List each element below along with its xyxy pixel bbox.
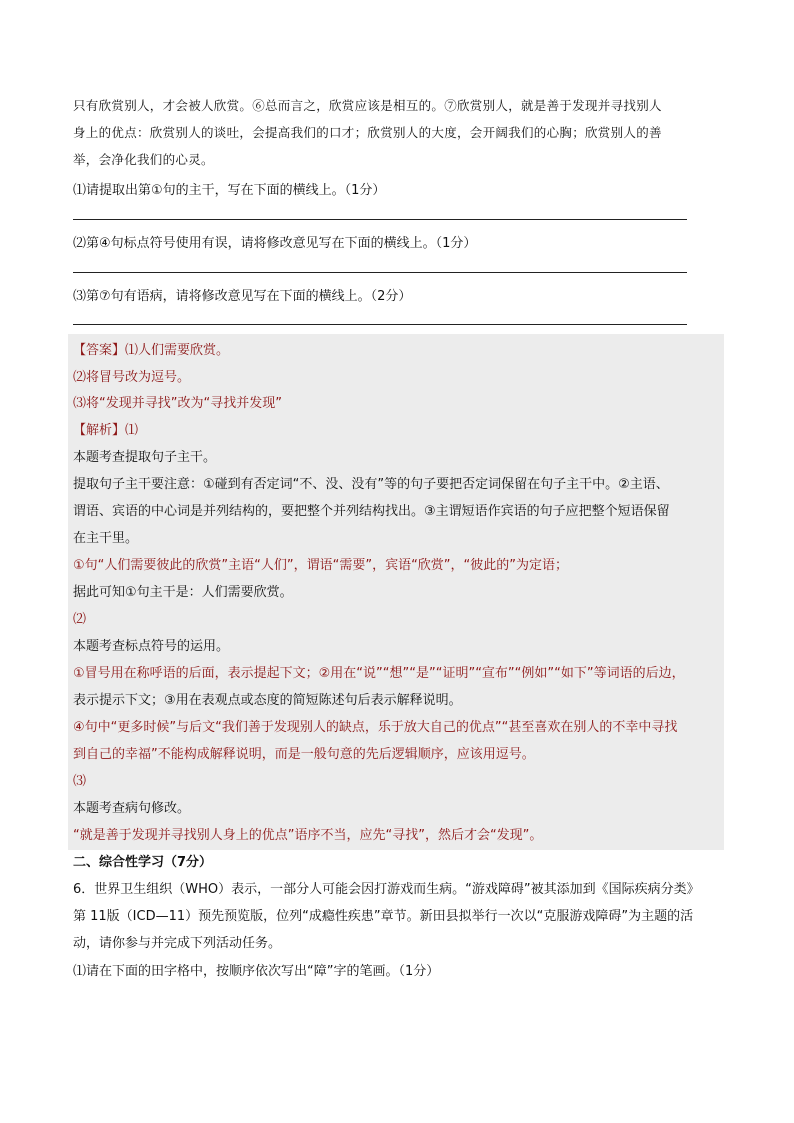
question-3: ⑶第⑦句有语病，请将修改意见写在下面的横线上。（2分） [73,289,412,304]
explanation-line: 本题考查病句修改。 [73,801,191,816]
explanation-line: ④句中“更多时候”与后文“我们善于发现别人的缺点，乐于放大自己的优点”“甚至喜欢在别人的不幸中寻找 [73,720,678,735]
question-1: ⑴请提取出第①句的主干，写在下面的横线上。（1分） [73,183,386,198]
answer-tag: 【答案】 [73,343,126,358]
explanation-number: ⑴ [125,423,139,438]
explanation-heading [73,419,138,438]
explanation-line: 谓语、宾语的中心词是并列结构的，要把整个并列结构找出。③主谓短语作宾语的句子应把整个短语保留 [73,504,670,519]
passage-line: 身上的优点：欣赏别人的谈吐，会提高我们的口才；欣赏别人的大度，会开阔我们的心胸；欣赏别人的善 [73,125,662,140]
question-6-text: 第 11版（ICD—11）预先预览版，位列“成瘾性疾患”章节。新田县拟举行一次以“克服游戏障碍”为主题的活 [73,909,694,924]
passage-line: 只有欣赏别人，才会被人欣赏。⑥总而言之，欣赏应该是相互的。⑦欣赏别人，就是善于发现并寻找别人 [73,98,662,113]
section-title: 二、综合性学习（7分） [73,855,213,870]
explanation-line: ⑵ [73,612,87,627]
question-2: ⑵第④句标点符号使用有误，请将修改意见写在下面的横线上。（1分） [73,236,477,251]
explanation-line: 本题考查提取句子主干。 [73,450,217,465]
reading-passage [73,92,723,173]
answer-text: ⑴人们需要欣赏。 [125,343,230,358]
question-6-text: 动，请你参与并完成下列活动任务。 [73,936,282,951]
question-6-sub-1: ⑴请在下面的田字格中，按顺序依次写出“障”字的笔画。（1分） [73,964,440,979]
explanation-line: 据此可知①句主干是：人们需要欣赏。 [73,585,293,600]
explanation-line: 提取句子主干要注意：①碰到有否定词“不、没、没有”等的句子要把否定词保留在句子主干中。②主语、 [73,477,669,492]
explanation-line: 表示提示下文；③用在表观点或态度的简短陈述句后表示解释说明。 [73,693,462,708]
answer-blank-line-1[interactable] [73,219,687,220]
answer-3: ⑶将“发现并寻找”改为“寻找并发现” [73,396,282,411]
explanation-line: ①句“人们需要彼此的欣赏”主语“人们”，谓语“需要”，宾语“欣赏”，“彼此的”为定语； [73,558,569,573]
passage-line: 举，会净化我们的心灵。 [73,152,214,167]
explanation-tag: 【解析】 [73,423,126,438]
explanation-line: ⑶ [73,774,87,789]
explanation-line: ①冒号用在称呼语的后面，表示提起下文；②用在“说”“想”“是”“证明”“宣布”“例如”“如下”等词语的后边， [73,666,685,681]
question-6-text: 6．世界卫生组织（WHO）表示，一部分人可能会因打游戏而生病。“游戏障碍”被其添加到《国际疾病分类》 [73,882,700,897]
explanation-line: “就是善于发现并寻找别人身上的优点”语序不当，应先“寻找”，然后才会“发现”。 [73,828,543,843]
explanation-line: 本题考查标点符号的运用。 [73,639,230,654]
explanation-line: 在主干里。 [73,531,139,546]
answer-1 [73,339,229,358]
answer-blank-line-2[interactable] [73,272,687,273]
answer-2: ⑵将冒号改为逗号。 [73,370,191,385]
answer-blank-line-3[interactable] [73,324,687,325]
explanation-line: 到自己的幸福”不能构成解释说明，而是一般句意的先后逻辑顺序，应该用逗号。 [73,747,535,762]
